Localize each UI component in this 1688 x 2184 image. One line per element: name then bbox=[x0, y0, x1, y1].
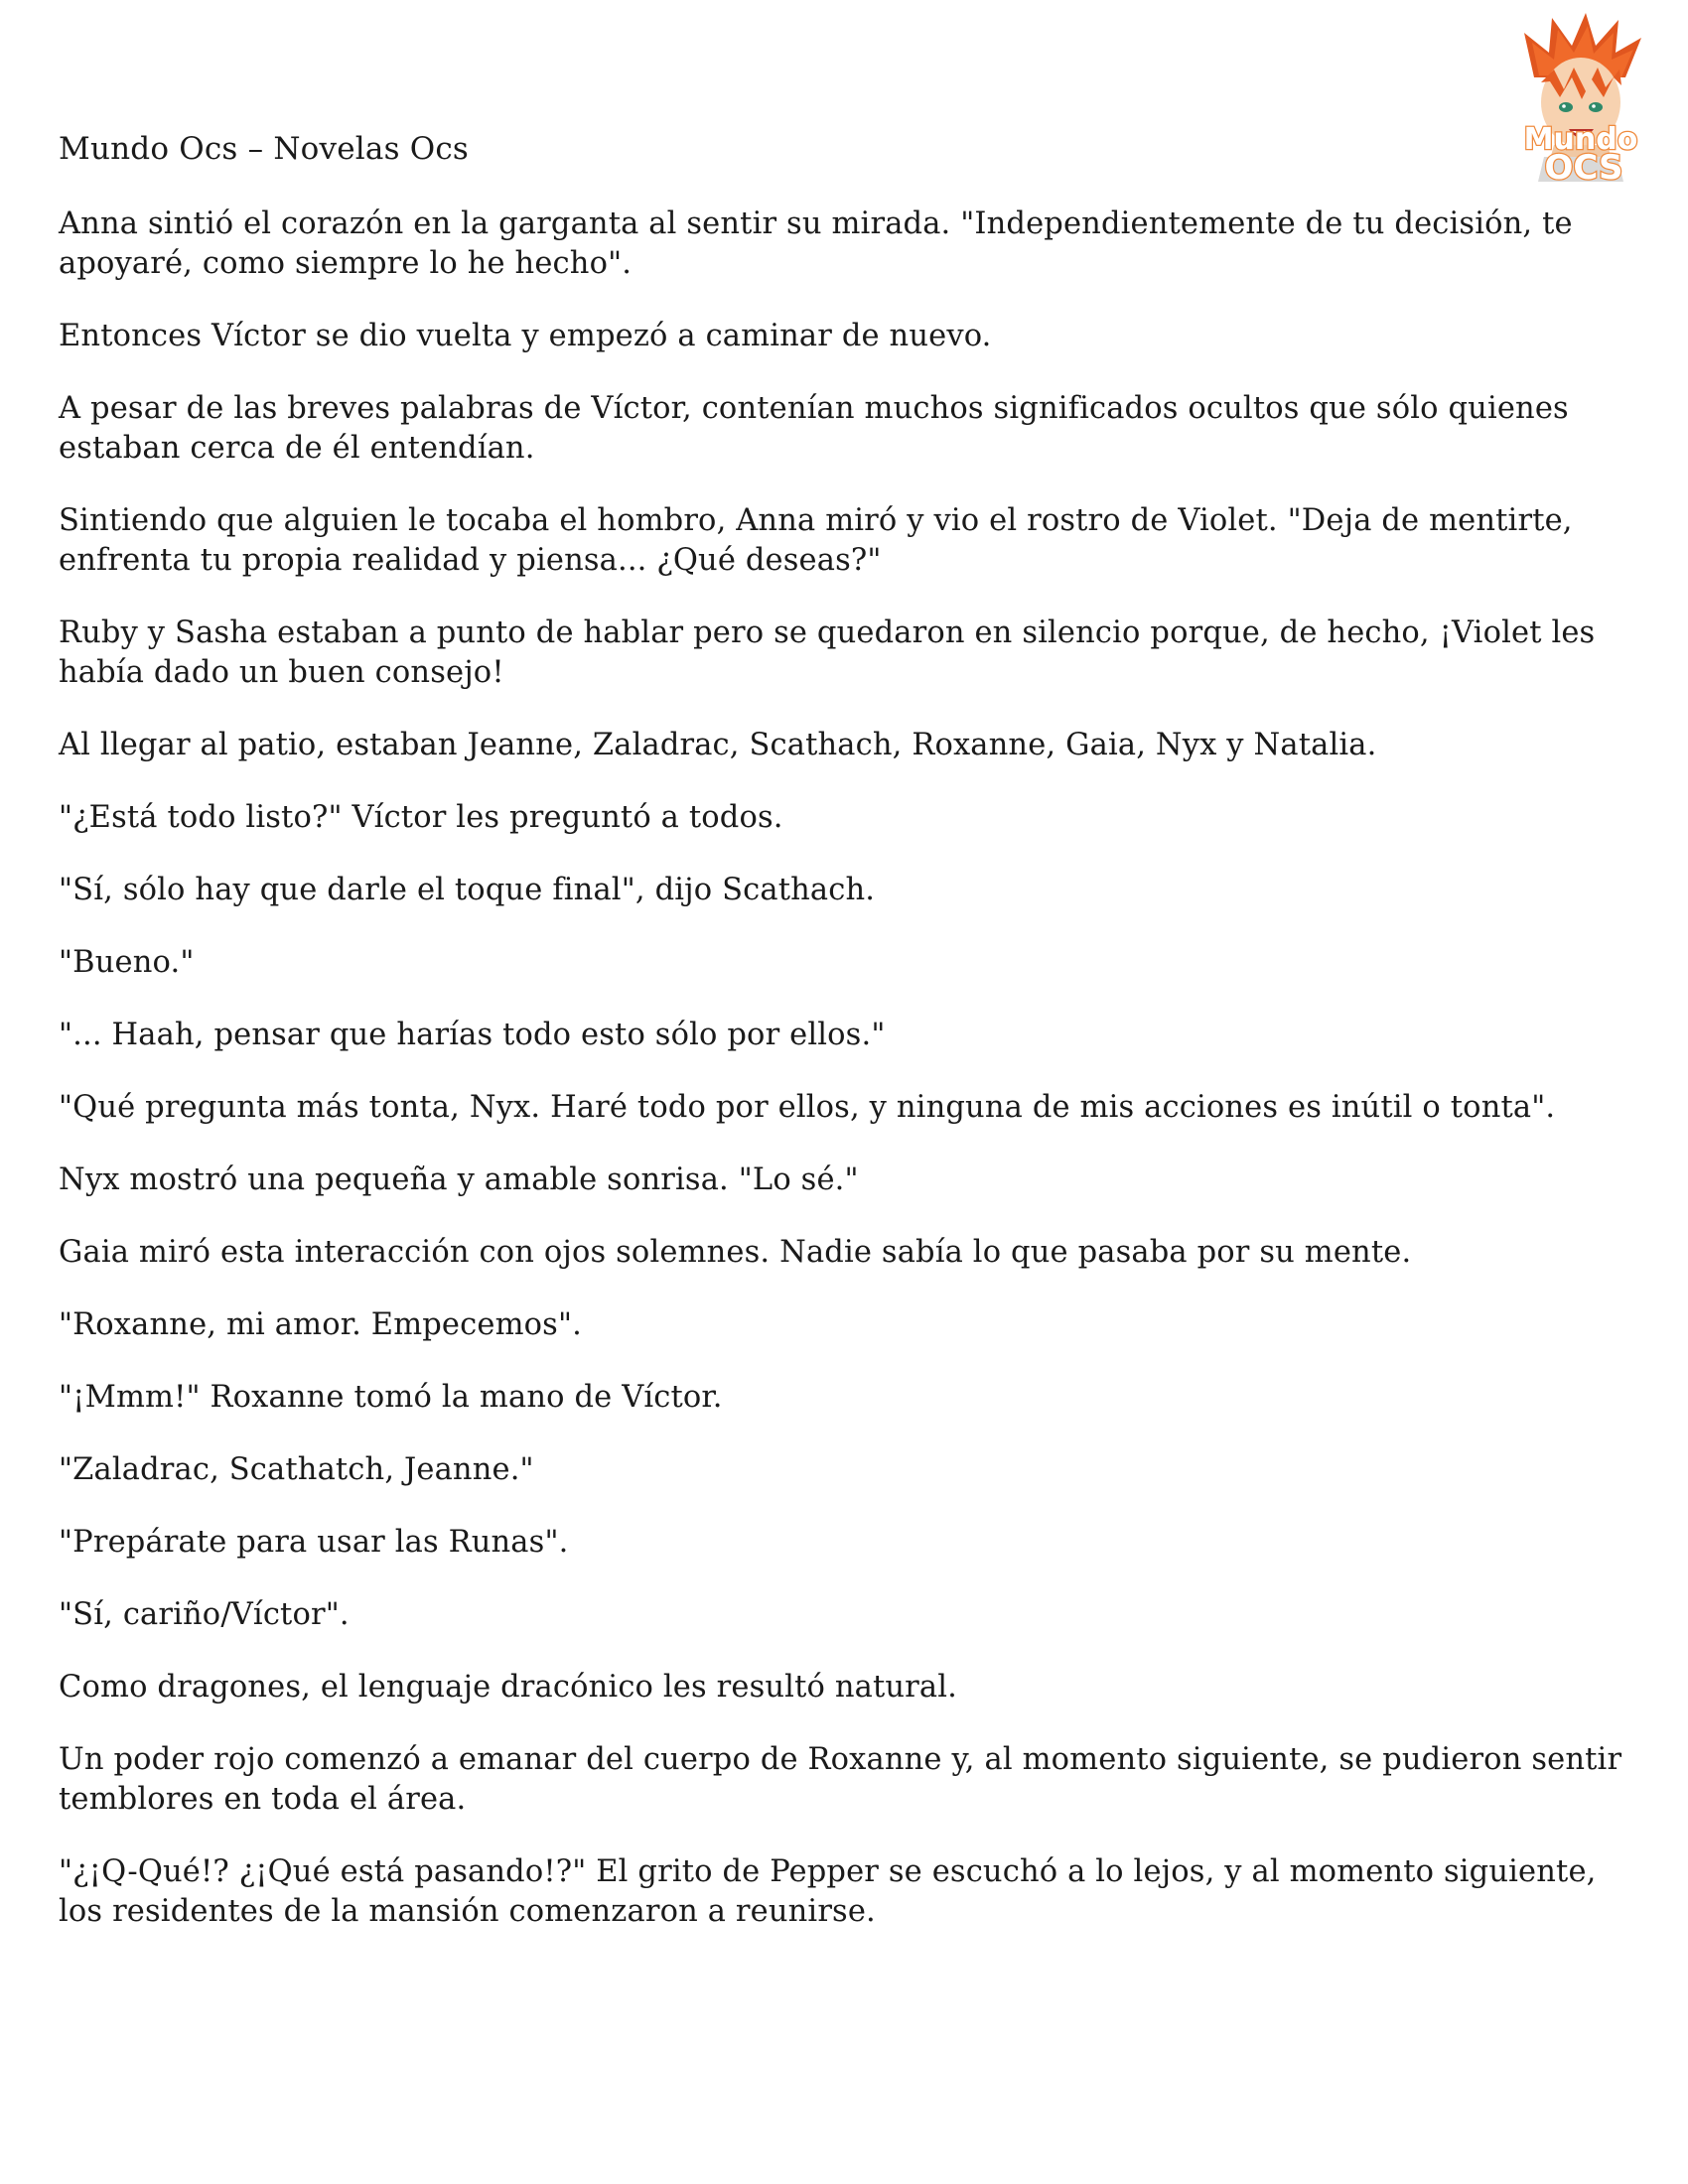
paragraph: Al llegar al patio, estaban Jeanne, Zaladrac, Scathach, Roxanne, Gaia, Nyx y Natalia. bbox=[59, 728, 1377, 762]
page-header: Mundo Ocs – Novelas Ocs bbox=[59, 131, 470, 167]
paragraph: Gaia miró esta interacción con ojos solemnes. Nadie sabía lo que pasaba por su mente. bbox=[59, 1235, 1412, 1270]
paragraph: "Sí, sólo hay que darle el toque final", dijo Scathach. bbox=[59, 873, 876, 907]
paragraph: "Prepárate para usar las Runas". bbox=[59, 1525, 569, 1560]
chapter-body bbox=[59, 205, 1647, 1965]
paragraph: Entonces Víctor se dio vuelta y empezó a caminar de nuevo. bbox=[59, 319, 992, 353]
paragraph: "Qué pregunta más tonta, Nyx. Haré todo por ellos, y ninguna de mis acciones es inútil o tonta". bbox=[59, 1090, 1556, 1125]
svg-text:Mundo: Mundo bbox=[1523, 122, 1638, 157]
paragraph: "¿¡Q-Qué!? ¿¡Qué está pasando!?" El grito de Pepper se escuchó a lo lejos, y al momento siguiente, los residentes de la mansión comenzaron a reunirse. bbox=[59, 1854, 1597, 1929]
paragraph: Anna sintió el corazón en la garganta al sentir su mirada. "Independientemente de tu decisión, te apoyaré, como siempre lo he hecho". bbox=[59, 206, 1573, 281]
mundo-ocs-logo bbox=[1494, 8, 1668, 187]
paragraph: Como dragones, el lenguaje dracónico les resultó natural. bbox=[59, 1670, 957, 1705]
paragraph: "Roxanne, mi amor. Empecemos". bbox=[59, 1307, 582, 1342]
svg-text:OCS: OCS bbox=[1544, 148, 1623, 187]
paragraph: "¿Está todo listo?" Víctor les preguntó a todos. bbox=[59, 800, 783, 835]
paragraph: Ruby y Sasha estaban a punto de hablar pero se quedaron en silencio porque, de hecho, ¡Violet les había dado un buen consejo! bbox=[59, 615, 1596, 690]
paragraph: "Bueno." bbox=[59, 945, 195, 980]
paragraph: "¡Mmm!" Roxanne tomó la mano de Víctor. bbox=[59, 1380, 723, 1415]
paragraph: Sintiendo que alguien le tocaba el hombro, Anna miró y vio el rostro de Violet. "Deja de mentirte, enfrenta tu propia realidad y piensa... ¿Qué deseas?" bbox=[59, 503, 1573, 578]
paragraph: "Zaladrac, Scathatch, Jeanne." bbox=[59, 1452, 534, 1487]
paragraph: Nyx mostró una pequeña y amable sonrisa. "Lo sé." bbox=[59, 1162, 859, 1197]
paragraph: "... Haah, pensar que harías todo esto sólo por ellos." bbox=[59, 1018, 886, 1052]
paragraph: "Sí, cariño/Víctor". bbox=[59, 1597, 350, 1632]
logo-character-icon bbox=[1494, 8, 1668, 187]
paragraph: Un poder rojo comenzó a emanar del cuerpo de Roxanne y, al momento siguiente, se pudieron sentir temblores en toda el área. bbox=[59, 1742, 1622, 1817]
paragraph: A pesar de las breves palabras de Víctor, contenían muchos significados ocultos que sólo quienes estaban cerca de él entendían. bbox=[59, 391, 1569, 466]
